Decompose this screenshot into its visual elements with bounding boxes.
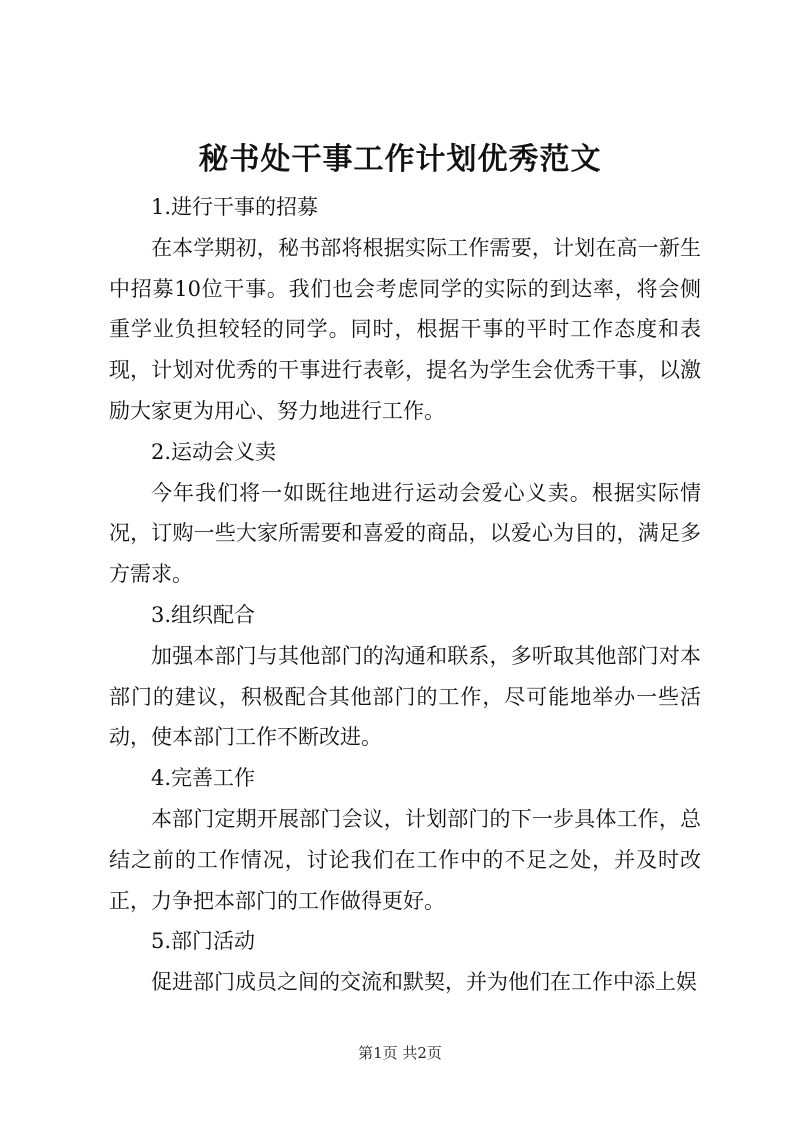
document-title: 秘书处干事工作计划优秀范文 bbox=[198, 142, 602, 177]
page-footer: 第1页 共2页 bbox=[358, 1044, 442, 1062]
section-heading-4: 4.完善工作 bbox=[151, 766, 256, 791]
section-paragraph-5: 促进部门成员之间的交流和默契，并为他们在工作中添上娱 bbox=[151, 970, 697, 995]
section-heading-3: 3.组织配合 bbox=[151, 602, 256, 627]
section-heading-1: 1.进行干事的招募 bbox=[151, 195, 319, 219]
section-paragraph-4: 本部门定期开展部门会议，计划部门的下一步具体工作，总结之前的工作情况，讨论我们在工作中的不足之处，并及时改正，力争把本部门的工作做得更好。 bbox=[109, 806, 701, 913]
section-heading-5: 5.部门活动 bbox=[151, 929, 256, 954]
section-heading-2: 2.运动会义卖 bbox=[151, 439, 277, 464]
document-body bbox=[109, 187, 701, 1003]
section-paragraph-1: 在本学期初，秘书部将根据实际工作需要，计划在高一新生中招募10位干事。我们也会考虑同学的实际的到达率，将会侧重学业负担较轻的同学。同时，根据干事的平时工作态度和表现，计划对优秀的干事进行表彰，提名为学生会优秀干事，以激励大家更为用心、努力地进行工作。 bbox=[109, 235, 701, 423]
section-paragraph-3: 加强本部门与其他部门的沟通和联系，多听取其他部门对本部门的建议，积极配合其他部门的工作，尽可能地举办一些活动，使本部门工作不断改进。 bbox=[109, 643, 701, 750]
section-paragraph-2: 今年我们将一如既往地进行运动会爱心义卖。根据实际情况，订购一些大家所需要和喜爱的商品，以爱心为目的，满足多方需求。 bbox=[109, 480, 701, 587]
